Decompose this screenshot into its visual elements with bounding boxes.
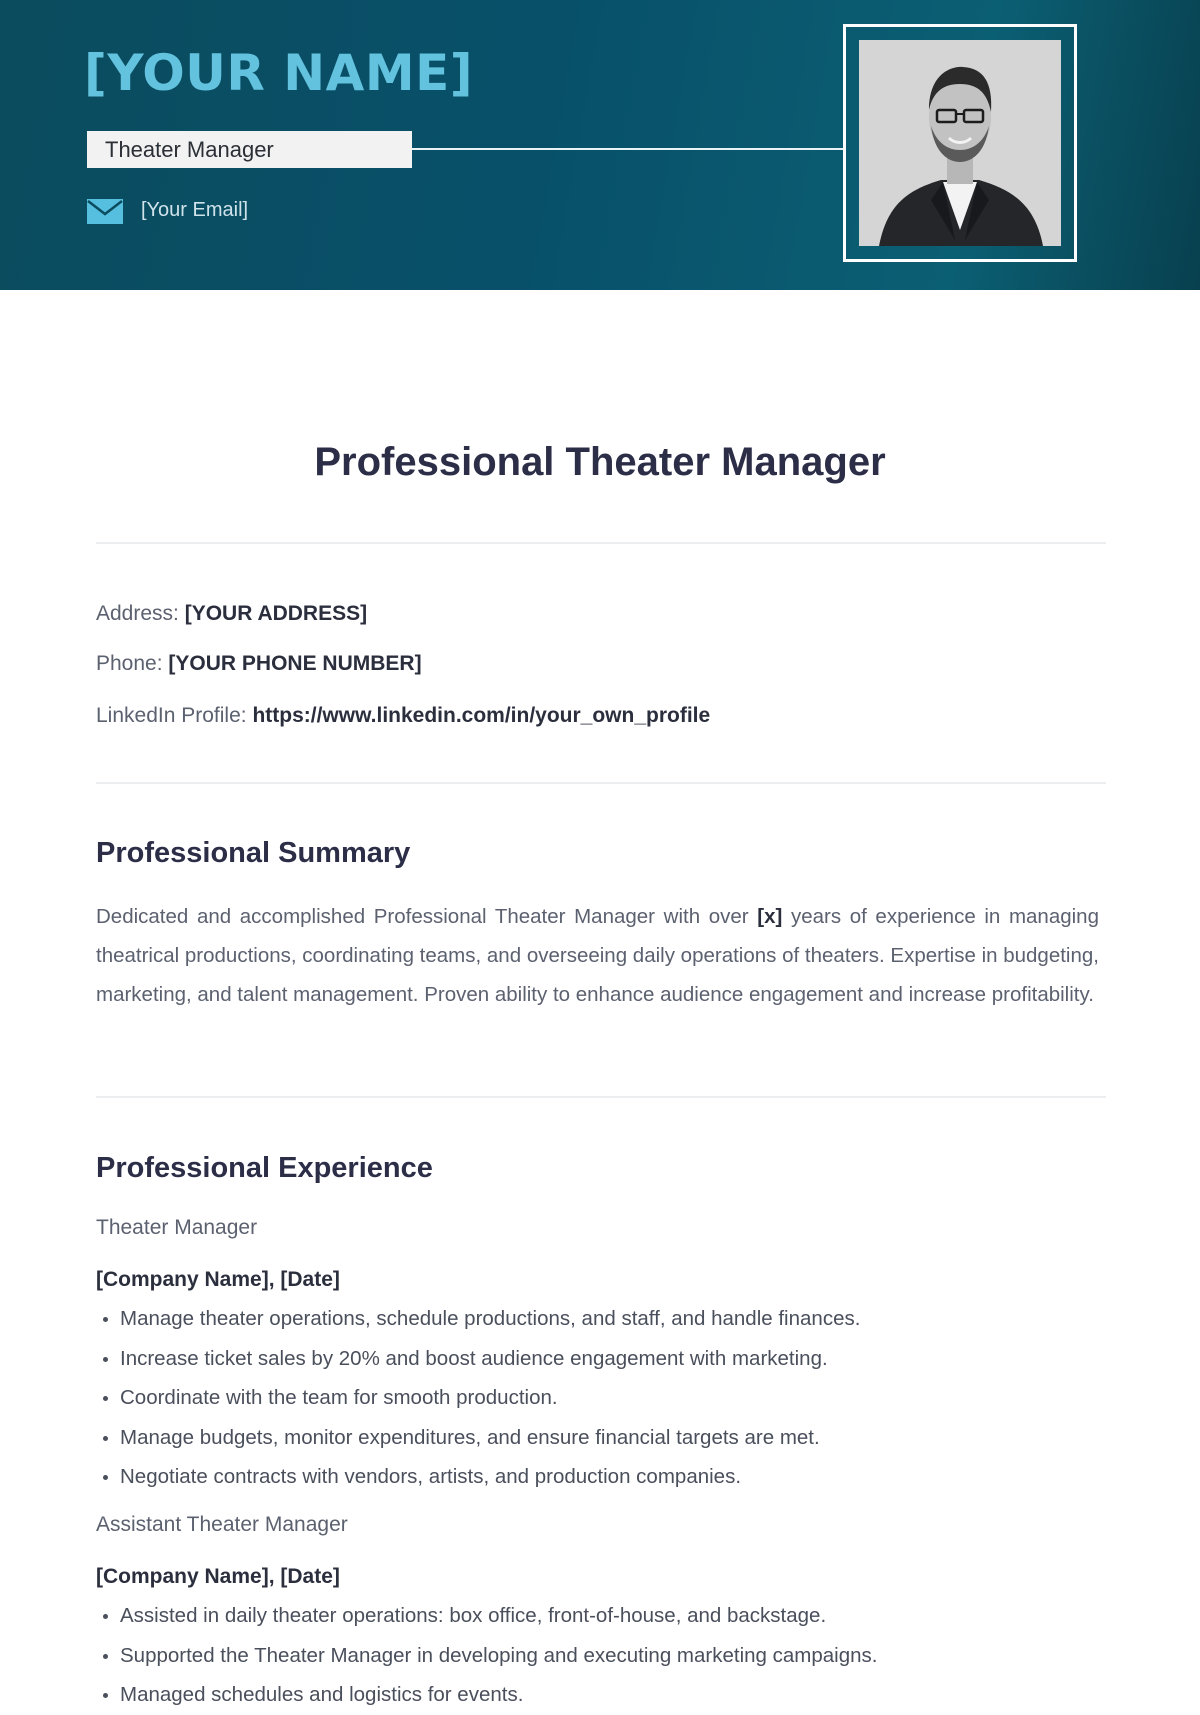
summary-text xyxy=(96,897,1099,1014)
address-line xyxy=(96,602,367,626)
role-label: Theater Manager xyxy=(87,131,412,168)
profile-photo xyxy=(859,40,1061,246)
divider xyxy=(96,1096,1106,1098)
job-bullet-list xyxy=(103,1299,860,1497)
job-bullet: Increase ticket sales by 20% and boost audience engagement with marketing. xyxy=(103,1339,860,1379)
summary-text-start: Dedicated and accomplished Professional Theater Manager with over xyxy=(96,905,758,928)
job-title: Theater Manager xyxy=(96,1216,258,1239)
job-bullet: Manage theater operations, schedule productions, and staff, and handle finances. xyxy=(103,1299,860,1339)
linkedin-link[interactable]: https://www.linkedin.com/in/your_own_profile xyxy=(252,704,711,727)
summary-years: [x] xyxy=(757,905,783,928)
divider xyxy=(96,782,1106,784)
header-connector-line xyxy=(412,148,844,150)
photo-frame xyxy=(843,24,1077,262)
job-bullet: Supported the Theater Manager in developing and executing marketing campaigns. xyxy=(103,1636,877,1676)
linkedin-line xyxy=(96,704,710,728)
job-bullet: Coordinate with the team for smooth production. xyxy=(103,1378,860,1418)
summary-heading: Professional Summary xyxy=(96,837,411,869)
document-title: Professional Theater Manager xyxy=(314,440,886,484)
mail-icon xyxy=(87,199,123,224)
phone-value: [YOUR PHONE NUMBER] xyxy=(168,652,422,675)
candidate-name: [YOUR NAME] xyxy=(84,44,474,102)
job-company-date: [Company Name], [Date] xyxy=(96,1268,340,1291)
email-value[interactable]: [Your Email] xyxy=(141,199,249,221)
linkedin-label: LinkedIn Profile: xyxy=(96,704,247,727)
summary-text-end: years of experience in managing theatrical productions, coordinating teams, and overseeing daily operations of theaters. Expertise in budgeting, marketing, and talent management. Proven ability to enhance audience engagement and increase profitability. xyxy=(96,905,1099,1006)
phone-line xyxy=(96,652,422,676)
job-title: Assistant Theater Manager xyxy=(96,1513,348,1536)
job-bullet: Managed schedules and logistics for events. xyxy=(103,1675,877,1715)
job-bullet: Manage budgets, monitor expenditures, and ensure financial targets are met. xyxy=(103,1418,860,1458)
job-company-date: [Company Name], [Date] xyxy=(96,1565,340,1588)
job-bullet: Negotiate contracts with vendors, artists, and production companies. xyxy=(103,1457,860,1497)
address-value: [YOUR ADDRESS] xyxy=(184,602,368,625)
header-banner xyxy=(0,0,1200,290)
address-label: Address: xyxy=(96,602,179,625)
divider xyxy=(96,542,1106,544)
job-bullet: Assisted in daily theater operations: box office, front-of-house, and backstage. xyxy=(103,1596,877,1636)
phone-label: Phone: xyxy=(96,652,163,675)
job-bullet-list xyxy=(103,1596,877,1715)
experience-heading: Professional Experience xyxy=(96,1152,433,1184)
